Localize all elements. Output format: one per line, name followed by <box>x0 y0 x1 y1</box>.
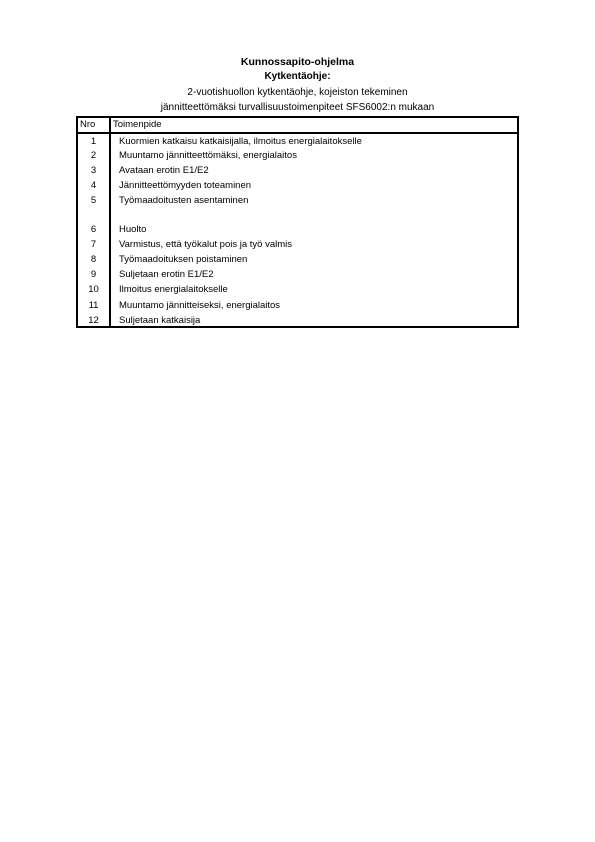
procedure-table <box>76 116 519 328</box>
row-step: Muuntamo jännitteiseksi, energialaitos <box>119 300 281 311</box>
document-title: Kunnossapito-ohjelma <box>240 56 355 68</box>
table-row <box>78 178 517 193</box>
row-step: Kuormien katkaisu katkaisijalla, ilmoitus energialaitokselle <box>119 136 362 147</box>
table-row <box>78 222 517 237</box>
table-row <box>78 267 517 282</box>
row-step: Muuntamo jännitteettömäksi, energialaitos <box>119 150 297 161</box>
row-number: 8 <box>90 254 97 265</box>
description-line-2: jännitteettömäksi turvallisuustoimenpiteet SFS6002:n mukaan <box>160 102 435 113</box>
table-row <box>78 237 517 252</box>
row-step: Ilmoitus energialaitokselle <box>119 284 228 295</box>
row-number: 4 <box>90 180 97 191</box>
table-row <box>78 252 517 267</box>
row-step: Suljetaan erotin E1/E2 <box>119 269 214 280</box>
column-header-nro: Nro <box>80 119 96 130</box>
row-number: 7 <box>90 239 97 250</box>
row-number: 12 <box>88 315 99 326</box>
row-number: 11 <box>88 300 99 311</box>
row-number: 9 <box>90 269 97 280</box>
row-step: Huolto <box>119 224 147 235</box>
description-line-1: 2-vuotishuollon kytkentäohje, kojeiston tekeminen <box>187 87 408 98</box>
table-row <box>78 313 517 328</box>
row-number: 2 <box>90 150 97 161</box>
table-row <box>78 163 517 178</box>
row-number: 3 <box>90 165 97 176</box>
row-step: Työmaadoitusten asentaminen <box>119 195 249 206</box>
column-header-toimenpide: Toimenpide <box>113 119 162 130</box>
row-step: Varmistus, että työkalut pois ja työ valmis <box>119 239 292 250</box>
document-subtitle: Kytkentäohje: <box>264 71 331 82</box>
row-number: 6 <box>90 224 97 235</box>
table-header-row <box>78 118 517 134</box>
row-number: 10 <box>88 284 99 295</box>
row-number: 5 <box>90 195 97 206</box>
table-row <box>78 193 517 208</box>
table-row <box>78 134 517 149</box>
row-step: Avataan erotin E1/E2 <box>119 165 209 176</box>
row-step: Jännitteettömyyden toteaminen <box>119 180 252 191</box>
row-step: Suljetaan katkaisija <box>119 315 201 326</box>
table-row <box>78 148 517 163</box>
row-number: 1 <box>90 136 97 147</box>
table-row <box>78 298 517 313</box>
row-step: Työmaadoituksen poistaminen <box>119 254 248 265</box>
table-row <box>78 282 517 297</box>
